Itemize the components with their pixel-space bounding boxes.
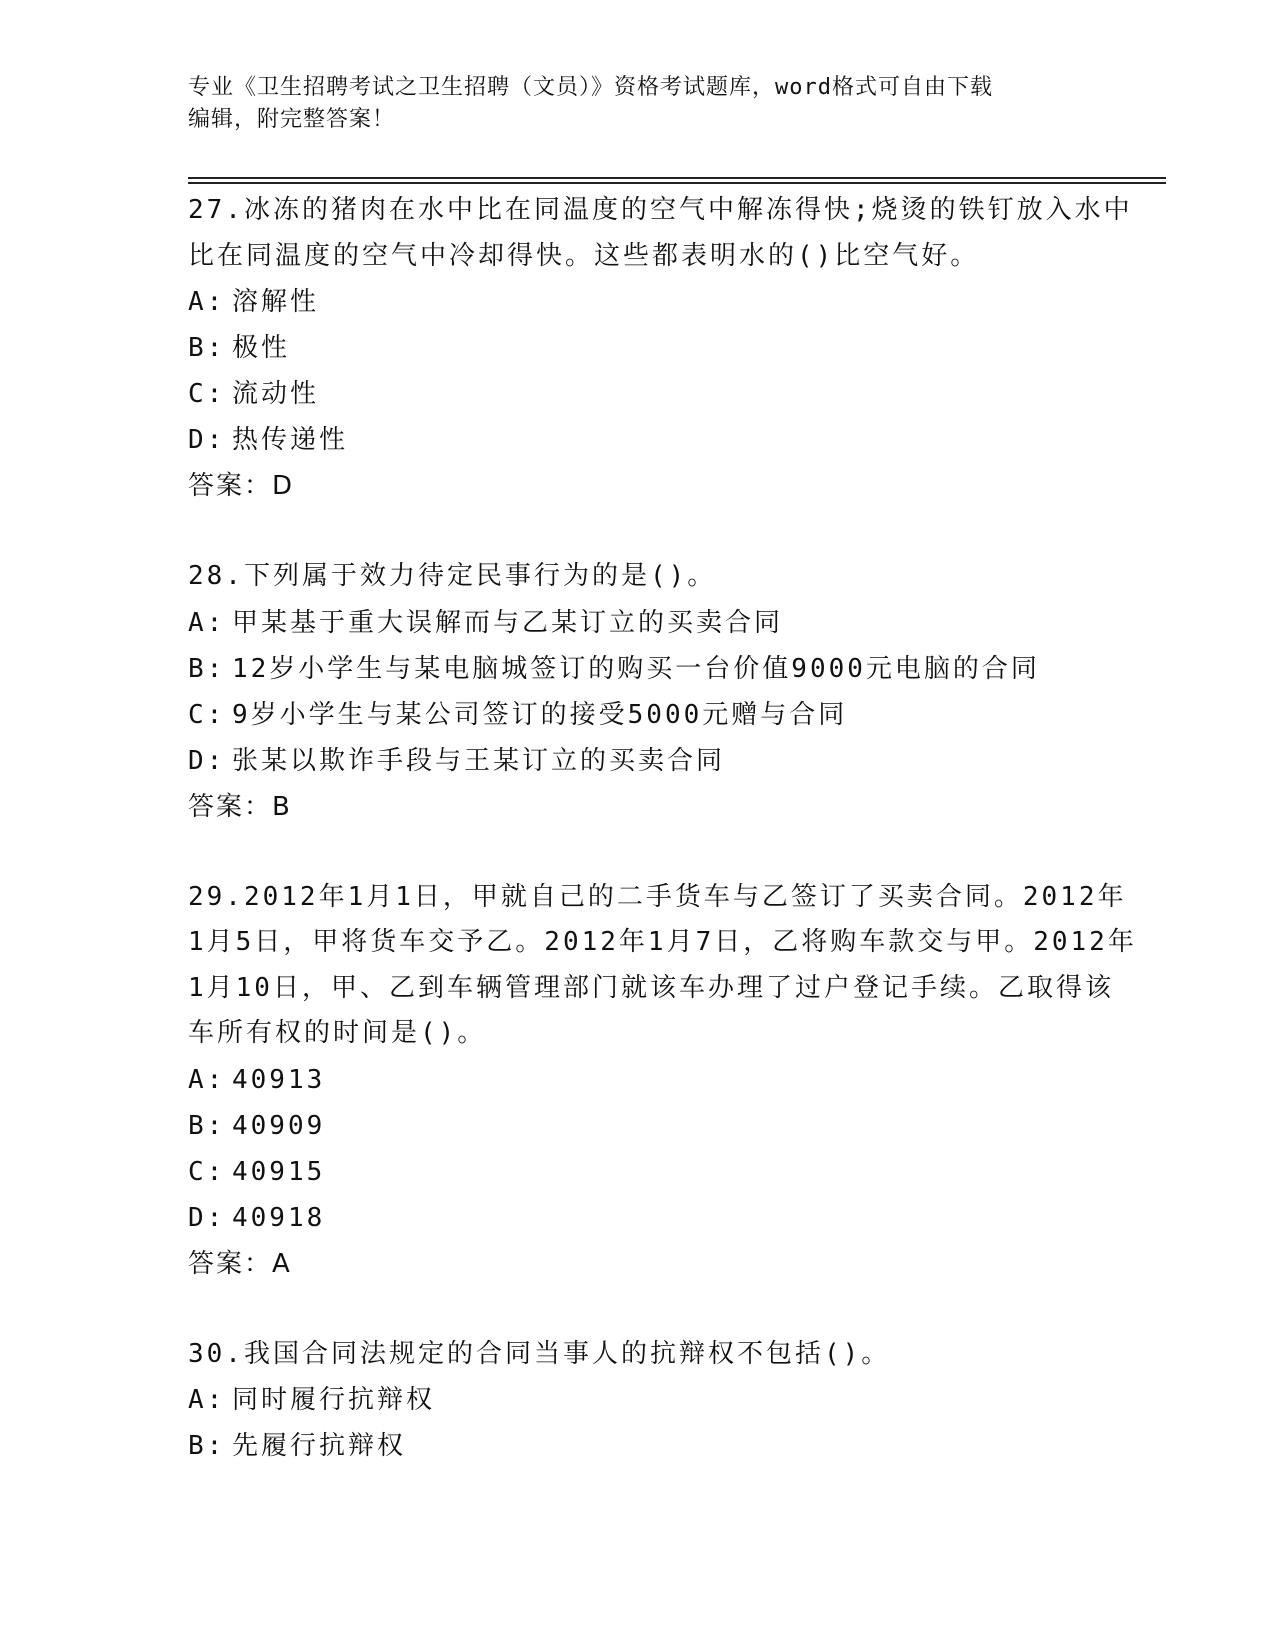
option-key: C:	[188, 699, 226, 730]
option-text: 40909	[232, 1110, 326, 1141]
option-a	[188, 1377, 1138, 1423]
option-a	[188, 600, 1138, 646]
option-d	[188, 1195, 1138, 1241]
option-b	[188, 646, 1138, 692]
option-a	[188, 1057, 1138, 1103]
option-text: 先履行抗辩权	[232, 1431, 407, 1461]
option-key: B:	[188, 653, 226, 684]
question-text: 27.冰冻的猪肉在水中比在同温度的空气中解冻得快;烧烫的铁钉放入水中比在同温度的空气中冷却得快。这些都表明水的()比空气好。	[188, 195, 1133, 271]
option-text: 40913	[232, 1064, 326, 1095]
answer-line: 答案：D	[188, 471, 295, 501]
option-b	[188, 1103, 1138, 1149]
question-text: 30.我国合同法规定的合同当事人的抗辩权不包括()。	[188, 1338, 891, 1369]
option-text: 甲某基于重大误解而与乙某订立的买卖合同	[232, 607, 784, 638]
header-divider-bottom	[188, 182, 1166, 184]
option-key: C:	[188, 379, 226, 409]
header-line-1: 专业《卫生招聘考试之卫生招聘（文员）》资格考试题库，word格式可自由下载	[188, 75, 993, 100]
option-text: 流动性	[232, 379, 320, 409]
question-text: 28.下列属于效力待定民事行为的是()。	[188, 561, 717, 591]
option-key: B:	[188, 333, 226, 363]
option-c	[188, 1149, 1138, 1195]
option-d	[188, 417, 1138, 463]
option-key: D:	[188, 745, 226, 776]
option-text: 9岁小学生与某公司签订的接受5000元赠与合同	[232, 699, 848, 730]
option-text: 热传递性	[232, 425, 349, 455]
option-key: A:	[188, 1385, 226, 1415]
option-key: D:	[188, 425, 226, 455]
option-key: B:	[188, 1110, 226, 1141]
option-a	[188, 279, 1138, 325]
answer-line: 答案：B	[188, 791, 292, 822]
option-text: 同时履行抗辩权	[232, 1385, 436, 1415]
option-key: B:	[188, 1431, 226, 1461]
option-text: 40918	[232, 1202, 326, 1233]
option-key: D:	[188, 1202, 226, 1233]
option-b	[188, 1423, 1138, 1469]
question-text: 29.2012年1月1日，甲就自己的二手货车与乙签订了买卖合同。2012年1月5日，甲将货车交予乙。2012年1月7日，乙将购车款交与甲。2012年1月10日，甲、乙到车辆管理部门就该车办理了过户登记手续。乙取得该车所有权的时间是()。	[188, 881, 1137, 1048]
option-text: 40915	[232, 1156, 326, 1187]
option-key: C:	[188, 1156, 226, 1187]
option-key: A:	[188, 1064, 226, 1095]
answer-line: 答案：A	[188, 1248, 292, 1279]
option-b	[188, 325, 1138, 371]
option-key: A:	[188, 607, 226, 638]
option-text: 溶解性	[232, 287, 320, 317]
option-text: 极性	[232, 333, 291, 363]
question-29	[188, 875, 1138, 1287]
question-30	[188, 1332, 1138, 1470]
question-list	[188, 188, 1138, 1514]
option-d	[188, 738, 1138, 784]
option-key: A:	[188, 287, 226, 317]
header-divider-top	[188, 177, 1166, 179]
option-c	[188, 692, 1138, 738]
option-c	[188, 371, 1138, 417]
document-header	[188, 72, 1088, 136]
option-text: 12岁小学生与某电脑城签订的购买一台价值9000元电脑的合同	[232, 653, 1040, 684]
question-27	[188, 188, 1138, 509]
question-28	[188, 554, 1138, 830]
option-text: 张某以欺诈手段与王某订立的买卖合同	[232, 745, 726, 776]
header-line-2: 编辑，附完整答案！	[188, 107, 396, 132]
